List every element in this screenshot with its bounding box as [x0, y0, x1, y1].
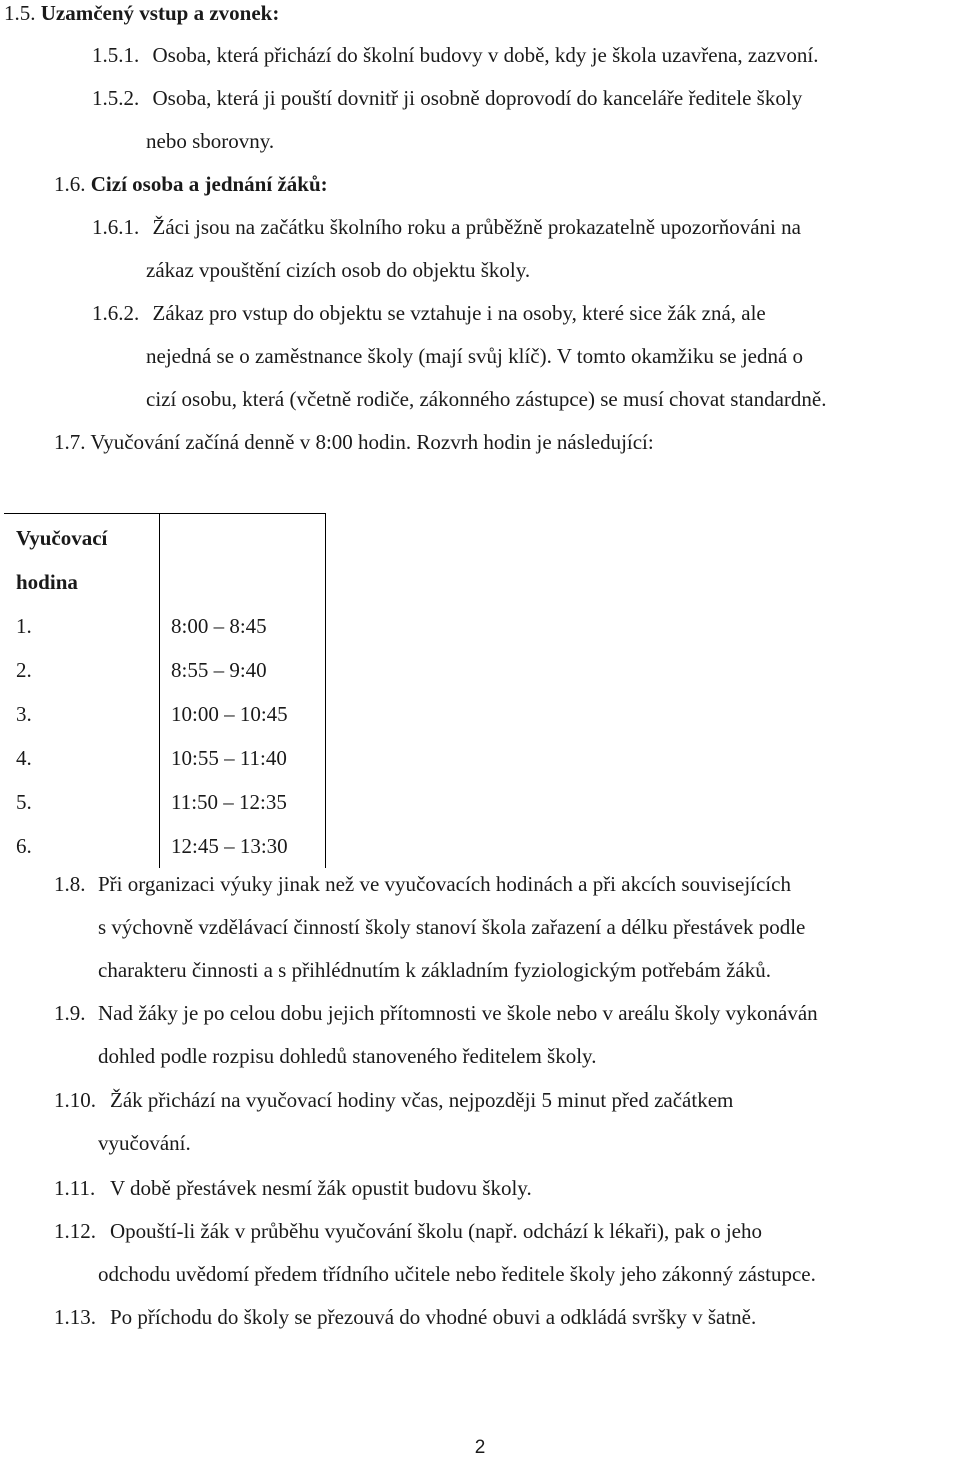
item-1-9-cont: dohled podle rozpisu dohledů stanoveného ředitelem školy.	[98, 1044, 597, 1068]
header-line-2: hodina	[16, 570, 78, 594]
item-1-8-cont1: s výchovně vzdělávací činností školy stanoví škola zařazení a délku přestávek podle	[98, 915, 806, 939]
item-number: 1.12.	[54, 1219, 96, 1243]
item-number: 1.5.2.	[92, 86, 140, 110]
item-1-5-2-cont: nebo sborovny.	[146, 129, 275, 153]
header-cell	[4, 514, 160, 605]
item-1-13	[54, 1304, 756, 1330]
item-1-6-1	[92, 214, 801, 240]
item-number: 1.8.	[54, 872, 86, 896]
item-1-6-2	[92, 300, 766, 326]
item-1-12-cont: odchodu uvědomí předem třídního učitele nebo ředitele školy jeho zákonný zástupce.	[98, 1262, 816, 1286]
page-number: 2	[474, 1437, 486, 1458]
lesson-number: 6.	[4, 824, 160, 868]
item-number: 1.6.1.	[92, 215, 140, 239]
item-text: Po příchodu do školy se přezouvá do vhodné obuvi a odkládá svršky v šatně.	[110, 1305, 757, 1329]
item-number: 1.13.	[54, 1305, 96, 1329]
heading-text: Uzamčený vstup a zvonek:	[40, 1, 280, 25]
lesson-time: 8:00 – 8:45	[160, 604, 326, 648]
item-number: 1.6.2.	[92, 301, 140, 325]
item-number: 1.10.	[54, 1088, 96, 1112]
lesson-time: 8:55 – 9:40	[160, 648, 326, 692]
lesson-number: 2.	[4, 648, 160, 692]
table-row	[4, 692, 326, 736]
item-text: Zákaz pro vstup do objektu se vztahuje i na osoby, které sice žák zná, ale	[152, 301, 766, 325]
item-1-8	[54, 871, 791, 897]
schedule-table	[4, 513, 326, 868]
item-1-7: 1.7. Vyučování začíná denně v 8:00 hodin. Rozvrh hodin je následující:	[54, 430, 654, 454]
table-row	[4, 736, 326, 780]
table-header-row	[4, 514, 326, 605]
item-number: 1.5.1.	[92, 43, 140, 67]
item-1-10	[54, 1087, 733, 1113]
item-1-5-2	[92, 85, 802, 111]
item-text: Žáci jsou na začátku školního roku a průběžně prokazatelně upozorňováni na	[152, 215, 801, 239]
heading-1-5	[4, 0, 279, 26]
item-1-9	[54, 1000, 818, 1026]
item-text: Opouští-li žák v průběhu vyučování školu (např. odchází k lékaři), pak o jeho	[110, 1219, 762, 1243]
header-line-1: Vyučovací	[16, 526, 108, 550]
table-row	[4, 824, 326, 868]
item-text: Osoba, která přichází do školní budovy v době, kdy je škola uzavřena, zazvoní.	[152, 43, 819, 67]
item-1-6-2-cont1: nejedná se o zaměstnance školy (mají svůj klíč). V tomto okamžiku se jedná o	[146, 344, 804, 368]
lesson-time: 10:55 – 11:40	[160, 736, 326, 780]
lesson-number: 1.	[4, 604, 160, 648]
item-text: Nad žáky je po celou dobu jejich přítomnosti ve škole nebo v areálu školy vykonáván	[98, 1001, 818, 1025]
lesson-number: 4.	[4, 736, 160, 780]
heading-1-6	[54, 171, 328, 197]
item-1-6-1-cont: zákaz vpouštění cizích osob do objektu školy.	[146, 258, 531, 282]
item-1-12	[54, 1218, 762, 1244]
item-1-11	[54, 1175, 532, 1201]
item-1-6-2-cont2: cizí osobu, která (včetně rodiče, zákonného zástupce) se musí chovat standardně.	[146, 387, 827, 411]
item-text: Žák přichází na vyučovací hodiny včas, nejpozději 5 minut před začátkem	[110, 1088, 734, 1112]
lesson-time: 11:50 – 12:35	[160, 780, 326, 824]
lesson-number: 3.	[4, 692, 160, 736]
item-1-5-1	[92, 42, 818, 68]
item-text: V době přestávek nesmí žák opustit budovu školy.	[110, 1176, 532, 1200]
heading-number: 1.5.	[4, 1, 36, 25]
heading-number: 1.6.	[54, 172, 86, 196]
item-text: Osoba, která ji pouští dovnitř ji osobně doprovodí do kanceláře ředitele školy	[152, 86, 803, 110]
lesson-time: 10:00 – 10:45	[160, 692, 326, 736]
lesson-time: 12:45 – 13:30	[160, 824, 326, 868]
lesson-number: 5.	[4, 780, 160, 824]
item-number: 1.9.	[54, 1001, 86, 1025]
item-1-8-cont2: charakteru činnosti a s přihlédnutím k základním fyziologickým potřebám žáků.	[98, 958, 771, 982]
header-empty-cell	[160, 514, 326, 605]
heading-text: Cizí osoba a jednání žáků:	[90, 172, 328, 196]
item-number: 1.11.	[54, 1176, 96, 1200]
table-row	[4, 780, 326, 824]
table-row	[4, 648, 326, 692]
table-row	[4, 604, 326, 648]
item-1-10-cont: vyučování.	[98, 1131, 191, 1155]
item-text: Při organizaci výuky jinak než ve vyučovacích hodinách a při akcích souvisejících	[98, 872, 791, 896]
